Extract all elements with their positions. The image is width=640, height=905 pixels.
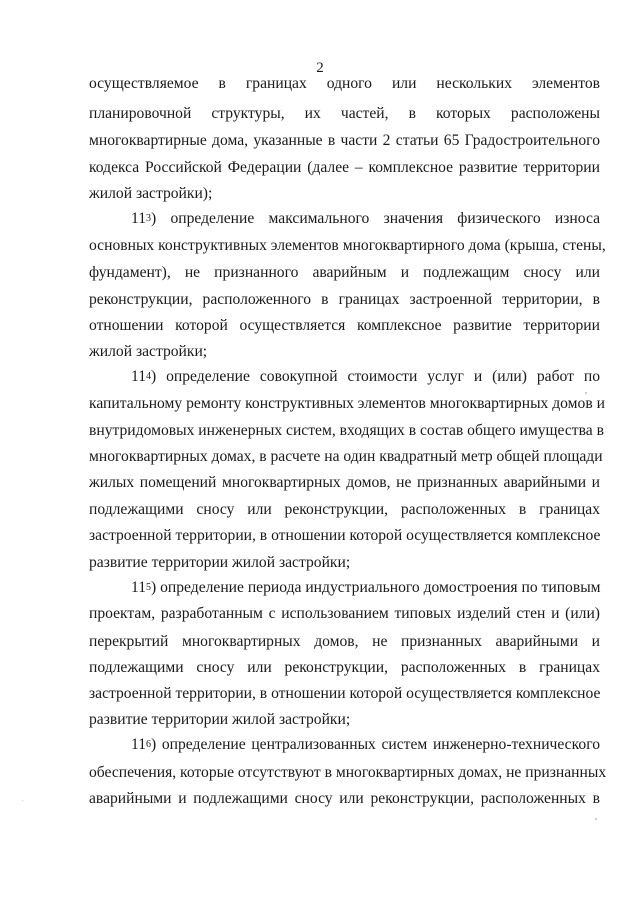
paragraph-first-line: $11^3$) определение максимального значения физического износа (131, 210, 600, 227)
scan-speck (595, 818, 597, 820)
paragraph-first-line: $11^6$) определение централизованных систем инженерно-технического (131, 736, 600, 753)
page-number: 2 (316, 60, 324, 76)
text-line: обеспечения, которые отсутствуют в многоквартирных домах, не признанных (89, 764, 607, 781)
text-line: развитие территории жилой застройки; (89, 554, 351, 571)
scan-speck (585, 392, 587, 394)
paragraph-first-line: $11^5$) определение периода индустриального домостроения по типовым (131, 579, 601, 596)
text-line: отношении которой осуществляется комплексное развитие территории (89, 317, 600, 334)
text-line: многоквартирные дома, указанные в части 2 статьи 65 Градостроительного (89, 132, 600, 149)
superscript-index: 5 (146, 582, 152, 593)
superscript-index: 4 (146, 371, 152, 382)
text-line: перекрытий многоквартирных домов, не признанных аварийными и (89, 633, 600, 650)
text-line: жилой застройки; (89, 343, 208, 360)
text-line: застроенной территории, в отношении которой осуществляется комплексное (89, 527, 601, 544)
text-line: жилых помещений многоквартирных домов, не признанных аварийными и (89, 474, 600, 491)
text-line: капитальному ремонту конструктивных элементов многоквартирных домов и (89, 395, 605, 412)
text-line: осуществляемое в границах одного или нескольких элементов (89, 75, 600, 92)
text-line: фундамент), не признанного аварийным и подлежащим сносу или (89, 264, 600, 281)
text-line: многоквартирных домах, в расчете на один квадратный метр общей площади (89, 448, 603, 465)
text-line: планировочной структуры, их частей, в которых расположены (89, 105, 600, 122)
text-line: аварийными и подлежащими сносу или реконструкции, расположенных в (89, 790, 600, 807)
text-line: внутридомовых инженерных систем, входящих в состав общего имущества в (89, 422, 604, 439)
text-line: подлежащими сносу или реконструкции, расположенных в границах (89, 501, 600, 518)
text-line: основных конструктивных элементов многоквартирного дома (крыша, стены, (89, 237, 606, 254)
superscript-index: 3 (146, 213, 152, 224)
scan-speck (22, 800, 23, 801)
paragraph-first-line: $11^4$) определение совокупной стоимости услуг и (или) работ по (131, 368, 600, 385)
text-line: реконструкции, расположенного в границах застроенной территории, в (89, 291, 600, 308)
text-line: застроенной территории, в отношении которой осуществляется комплексное (89, 685, 601, 702)
text-line: кодекса Российской Федерации (далее – комплексное развитие территории (89, 159, 600, 176)
text-line: жилой застройки); (89, 185, 213, 202)
text-line: проектам, разработанным с использованием типовых изделий стен и (или) (89, 605, 600, 622)
text-line: подлежащими сносу или реконструкции, расположенных в границах (89, 659, 600, 676)
superscript-index: 6 (146, 739, 152, 750)
text-line: развитие территории жилой застройки; (89, 711, 351, 728)
